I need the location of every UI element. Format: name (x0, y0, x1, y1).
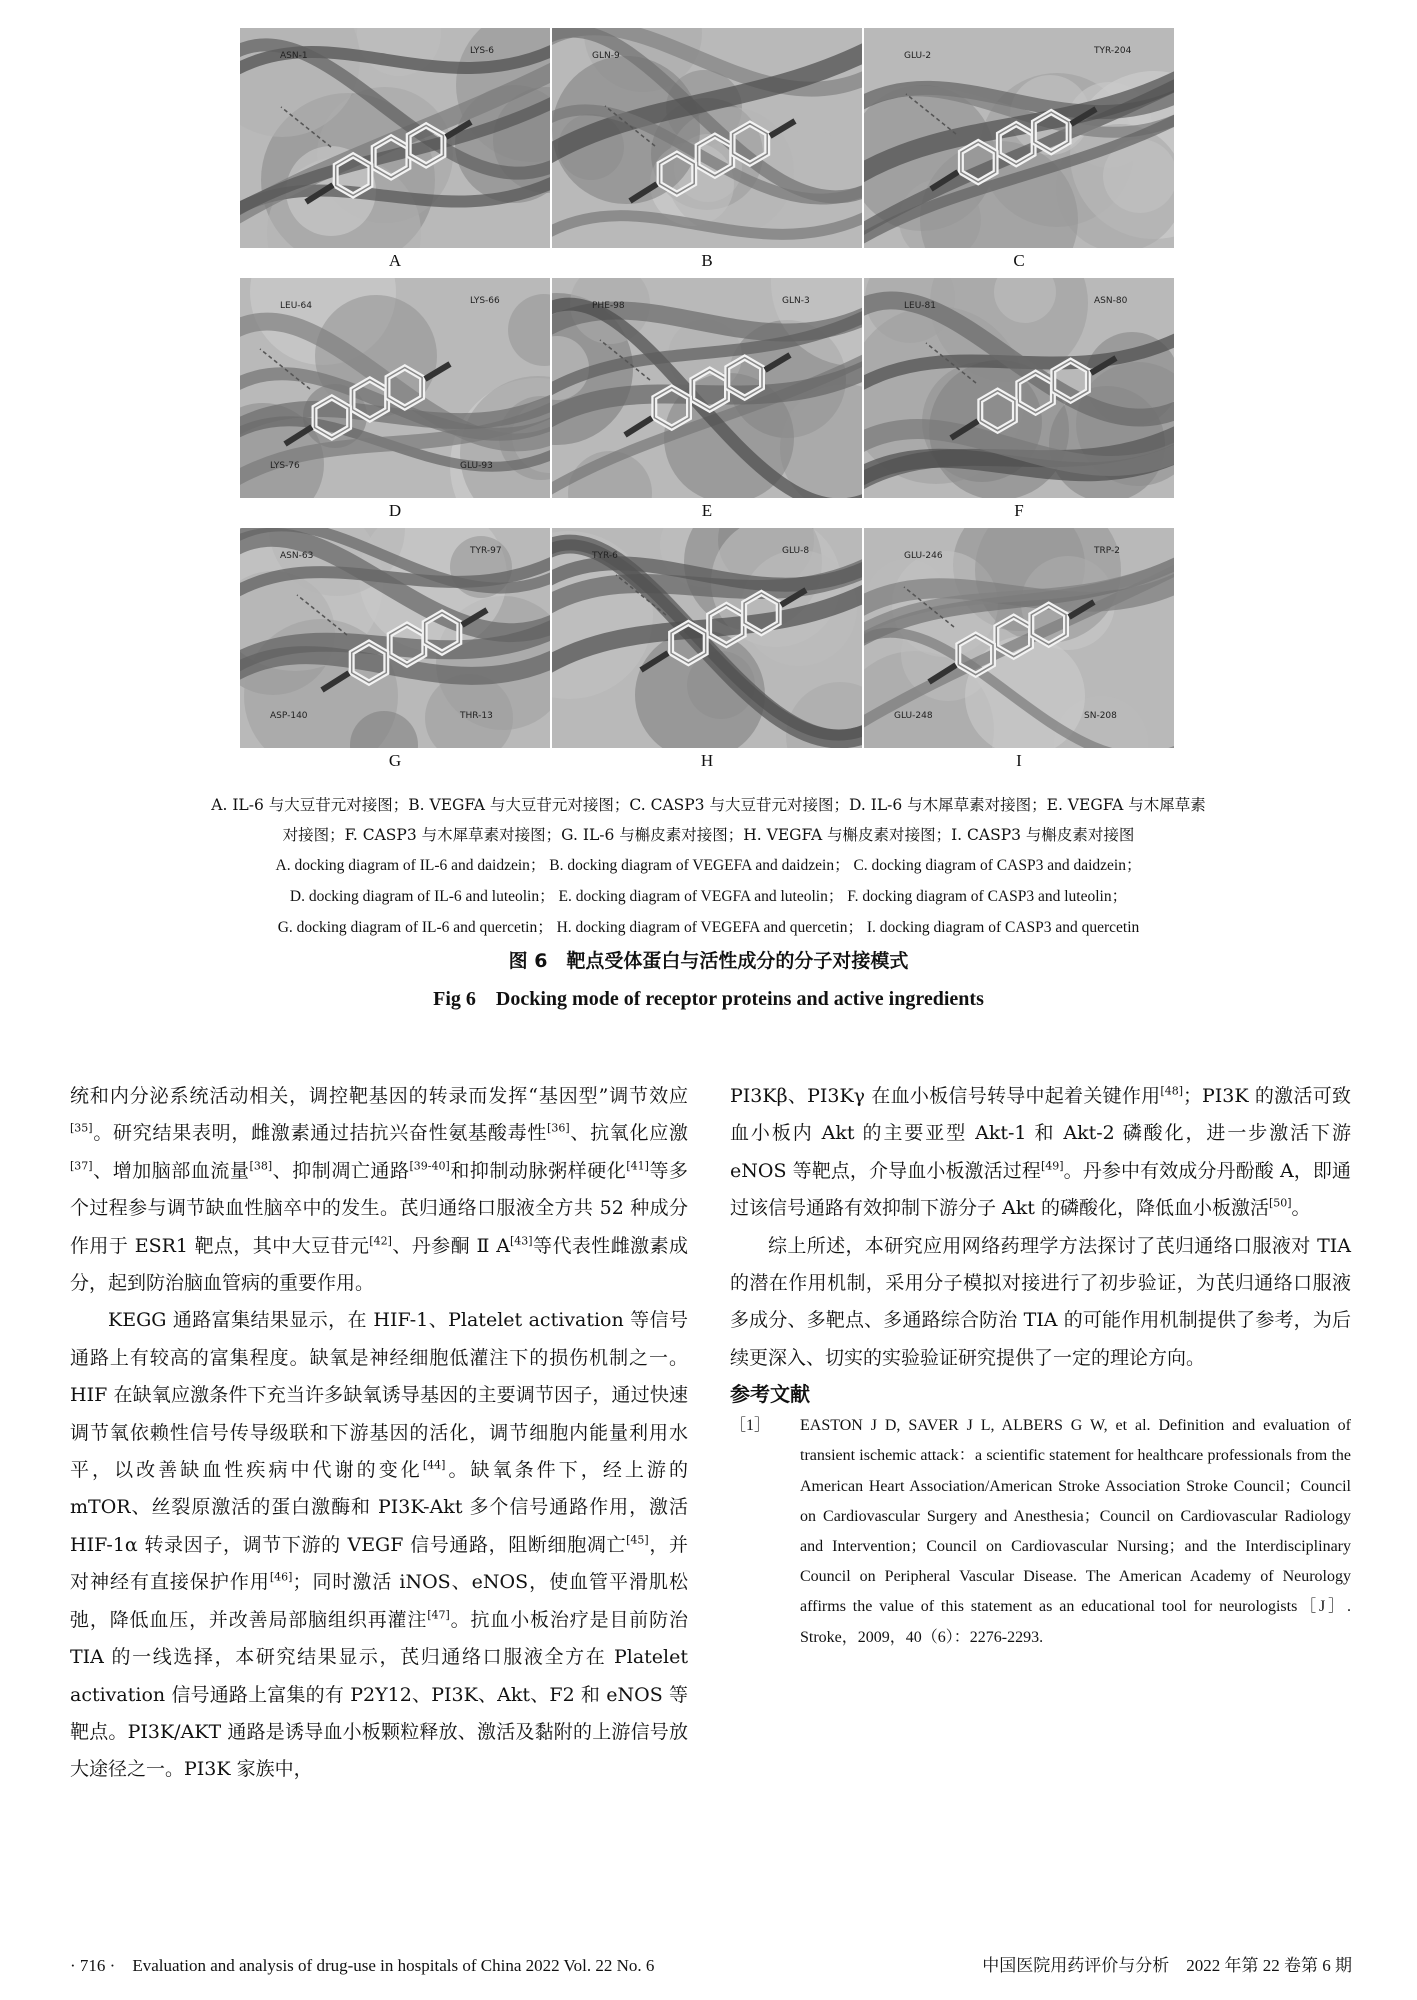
citation: [43] (510, 1234, 533, 1248)
residue-label: THR-13 (460, 711, 493, 721)
panel-label-b: B (701, 251, 713, 270)
residue-label: TYR-97 (470, 546, 502, 556)
residue-label: GLU-2 (904, 51, 932, 61)
citation: [36] (547, 1122, 570, 1136)
residue-label: ASP-140 (270, 711, 308, 721)
citation: [49] (1040, 1159, 1064, 1173)
caption-en-line-1: A. docking diagram of IL-6 and daidzein； B. docking diagram of VEGEFA and daidzein； C. docking diagram of CASP3 and daidzein； (275, 857, 1142, 874)
docking-panel-c (864, 28, 1174, 248)
residue-label: LEU-64 (280, 301, 312, 311)
docking-panel-b (552, 28, 862, 248)
citation: [46] (269, 1570, 293, 1584)
citation: [47] (427, 1608, 450, 1622)
residue-label: LYS-6 (470, 46, 495, 56)
residue-label: TYR-204 (1094, 46, 1132, 56)
panel-label-c: C (1013, 251, 1025, 270)
citation: [41] (626, 1159, 649, 1173)
residue-label: TRP-2 (1094, 546, 1120, 556)
residue-label: GLU-246 (904, 551, 943, 561)
citation: [35] (70, 1122, 93, 1136)
figure-caption (60, 790, 1357, 1019)
citation: [50] (1268, 1196, 1292, 1210)
citation: [37] (70, 1159, 93, 1173)
left-paragraph-2: KEGG 通路富集结果显示，在 HIF-1、Platelet activation 等信号通路上有较高的富集程度。缺氧是神经细胞低灌注下的损伤机制之一。HIF 在缺氧应激条件下充当许多缺氧诱导基因的主要调节因子，通过快速调节氧依赖性信号传导级联和下游基因的活化，调节细胞内能量利用水平，以改善缺血性疾病中代谢的变化[44]。缺氧条件下，经上游的 mTOR、丝裂原激活的蛋白激酶和 PI3K-Akt 多个信号通路作用，激活 HIF-1α 转录因子，调节下游的 VEGF 信号通路，阻断细胞凋亡[45]，并对神经有直接保护作用[46]；同时激活 iNOS、eNOS，使血管平滑肌松弛，降低血压，并改善局部脑组织再灌注[47]。抗血小板治疗是目前防治 TIA 的一线选择，本研究结果显示，芪归通络口服液全方在 Platelet activation 信号通路上富集的有 P2Y12、PI3K、Akt、F2 和 eNOS 等靶点。PI3K/AKT 通路是诱导血小板颗粒释放、激活及黏附的上游信号放大途径之一。PI3K 家族中， (70, 1309, 688, 1781)
residue-label: ASN-1 (280, 51, 308, 61)
panel-label-i: I (1016, 751, 1022, 770)
residue-label: ASN-80 (1094, 296, 1128, 306)
caption-en-line-3: G. docking diagram of IL-6 and quercetin； H. docking diagram of VEGEFA and quercetin； I. docking diagram of CASP3 and quercetin (277, 919, 1140, 936)
left-paragraph-1: 统和内分泌系统活动相关，调控靶基因的转录而发挥“基因型”调节效应[35]。研究结果表明，雌激素通过拮抗兴奋性氨基酸毒性[36]、抗氧化应激[37]、增加脑部血流量[38]、抑制凋亡通路[39-40]和抑制动脉粥样硬化[41]等多个过程参与调节缺血性脑卒中的发生。芪归通络口服液全方共 52 种成分作用于 ESR1 靶点，其中大豆苷元[42]、丹参酮 Ⅱ A[43]等代表性雌激素成分，起到防治脑血管病的重要作用。 (70, 1085, 688, 1295)
residue-label: GLN-3 (782, 296, 810, 306)
panel-label-a: A (388, 251, 402, 270)
figure-title-cn: 图 6 靶点受体蛋白与活性成分的分子对接模式 (508, 950, 909, 972)
residue-label: GLU-8 (782, 546, 810, 556)
docking-panel-f (864, 278, 1174, 498)
right-paragraph-1: PI3Kβ、PI3Kγ 在血小板信号转导中起着关键作用[48]；PI3K 的激活可致血小板内 Akt 的主要亚型 Akt-1 和 Akt-2 磷酸化，进一步激活下游 eNOS 等靶点，介导血小板激活过程[49]。丹参中有效成分丹酚酸 A，即通过该信号通路有效抑制下游分子 Akt 的磷酸化，降低血小板激活[50]。 (730, 1084, 1351, 1220)
residue-label: TYR-6 (592, 551, 618, 561)
panel-label-d: D (388, 501, 402, 520)
right-column (730, 1078, 1351, 1653)
caption-cn-line-2: 对接图；F. CASP3 与木犀草素对接图；G. IL-6 与槲皮素对接图；H. VEGFA 与槲皮素对接图；I. CASP3 与槲皮素对接图 (282, 826, 1135, 844)
left-column (70, 1078, 688, 1789)
docking-panel-d (240, 278, 550, 498)
residue-label: SN-208 (1084, 711, 1117, 721)
caption-en-line-2: D. docking diagram of IL-6 and luteolin； E. docking diagram of VEGFA and luteolin； F. docking diagram of CASP3 and luteolin； (289, 888, 1128, 905)
residue-label: LYS-76 (270, 461, 300, 471)
citation: [48] (1160, 1084, 1184, 1098)
figure-title-en: Fig 6 Docking mode of receptor proteins and active ingredients (433, 988, 984, 1010)
docking-panel-i (864, 528, 1174, 748)
citation: [42] (369, 1234, 392, 1248)
docking-panel-h (552, 528, 862, 748)
right-paragraph-2: 综上所述，本研究应用网络药理学方法探讨了芪归通络口服液对 TIA 的潜在作用机制，采用分子模拟对接进行了初步验证，为芪归通络口服液多成分、多靶点、多通路综合防治 TIA 的可能作用机制提供了参考，为后续更深入、切实的实验验证研究提供了一定的理论方向。 (730, 1234, 1351, 1369)
page-footer (70, 1951, 1352, 1976)
footer-left: · 716 · Evaluation and analysis of drug-use in hospitals of China 2022 Vol. 22 No. 6 (70, 1956, 655, 1975)
residue-label: GLU-248 (894, 711, 933, 721)
residue-label: LEU-81 (904, 301, 936, 311)
caption-cn-line-1: A. IL-6 与大豆苷元对接图；B. VEGFA 与大豆苷元对接图；C. CASP3 与大豆苷元对接图；D. IL-6 与木犀草素对接图；E. VEGFA 与木犀草素 (211, 796, 1206, 814)
panel-label-h: H (700, 751, 714, 770)
residue-label: LYS-66 (470, 296, 500, 306)
panel-label-e: E (701, 501, 713, 520)
citation: [39-40] (409, 1159, 450, 1173)
residue-label: PHE-98 (592, 301, 625, 311)
reference-text: EASTON J D, SAVER J L, ALBERS G W, et al. Definition and evaluation of transient ischemic attack：a scientific statement for healthcare professionals from the American Heart Association/American Stroke Association Stroke Council；Council on Cardiovascular Surgery and Anesthesia；Council on Cardiovascular Radiology and Intervention；Council on Cardiovascular Nursing；and the Interdisciplinary Council on Peripheral Vascular Disease. The American Academy of Neurology affirms the value of this statement as an educational tool for neurologists［J］. Stroke，2009，40（6）：2276-2293. (800, 1417, 1351, 1646)
panel-label-g: G (388, 751, 402, 770)
reference-item (730, 1411, 1351, 1653)
residue-label: GLU-93 (460, 461, 493, 471)
docking-panel-a (240, 28, 550, 248)
docking-panel-g (240, 528, 550, 748)
citation: [45] (626, 1533, 649, 1547)
citation: [38] (249, 1159, 273, 1173)
panel-label-f: F (1014, 501, 1024, 520)
reference-number: ［1］ (730, 1417, 771, 1435)
residue-label: GLN-9 (592, 51, 620, 61)
residue-label: ASN-63 (280, 551, 314, 561)
citation: [44] (422, 1458, 446, 1472)
docking-panel-e (552, 278, 862, 498)
references-heading: 参考文献 (730, 1382, 810, 1407)
footer-right: 中国医院用药评价与分析 2022 年第 22 卷第 6 期 (982, 1956, 1352, 1975)
